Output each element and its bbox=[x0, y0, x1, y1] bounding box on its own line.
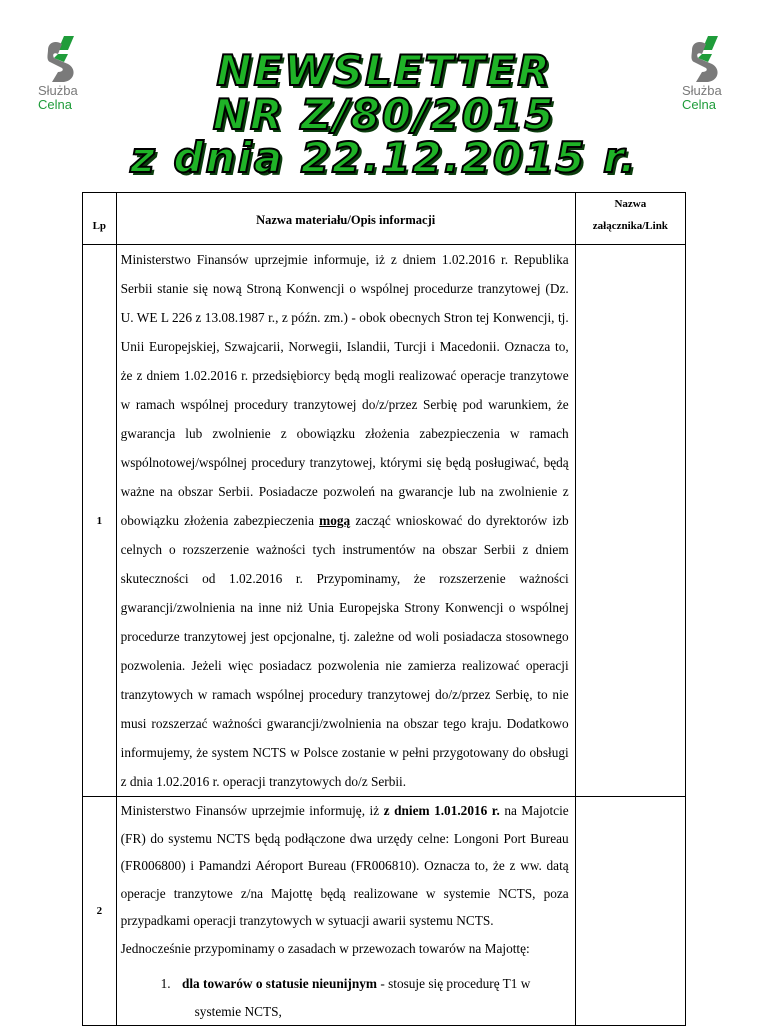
logo-text-line2: Celna bbox=[682, 97, 716, 112]
rules-list bbox=[161, 970, 569, 1025]
row-description bbox=[116, 245, 575, 797]
table-row bbox=[83, 797, 686, 1026]
list-item-bold: dla towarów o statusie nieunijnym bbox=[181, 976, 377, 991]
row-number: 1 bbox=[83, 245, 117, 797]
row-attachment-cell bbox=[575, 797, 685, 1026]
list-item-number: 1. bbox=[160, 976, 171, 991]
row-text: Ministerstwo Finansów uprzejmie informuje, iż z dniem 1.02.2016 r. Republika Serbii stanie się nową Stroną Konwencji o wspólnej procedurze tranzytowej (Dz. U. WE L 226 z 13.08.1987 r., z późn. zm.) - obok obecnych Stron tej Konwencji, tj. Unii Europejskiej, Szwajcarii, Norwegii, Islandii, Turcji i Macedonii. Oznacza to, że z dniem 1.02.2016 r. przedsiębiorcy będą mogli realizować operacje tranzytowe w ramach wspólnej procedury tranzytowej do/z/przez Serbię pod warunkiem, że gwarancja lub zwolnienie z obowiązku złożenia zabezpieczenia w ramach wspólnotowej/wspólnej procedury tranzytowej, którymi się będą posługiwać, będą ważne na obszar Serbii. Posiadacze pozwoleń na gwarancje lub na zwolnienie z obowiązku złożenia zabezpieczenia bbox=[120, 252, 569, 528]
header-title: Nazwa materiału/Opis informacji bbox=[116, 193, 575, 245]
row-text-bold: mogą bbox=[319, 513, 351, 528]
list-item bbox=[161, 970, 569, 998]
logo-text-line1: Służba bbox=[38, 83, 78, 98]
row-text: na Majotcie (FR) do systemu NCTS będą podłączone dwa urzędy celne: Longoni Port Bureau (FR006800) i Pamandzi Aéroport Bureau (FR006810). Oznacza to, że z ww. datą operacje tranzytowe z/na Majottę będą realizowane w systemie NCTS, poza przypadkami operacji tranzytowych w sytuacji awarii systemu NCTS. bbox=[120, 803, 569, 928]
logo-text-line2: Celna bbox=[38, 97, 72, 112]
banner-number: NR Z/80/2015 bbox=[212, 90, 556, 139]
row-text: Jednocześnie przypominamy o zasadach w przewozach towarów na Majottę: bbox=[120, 940, 530, 956]
row-text: Ministerstwo Finansów uprzejmie informuję, iż bbox=[120, 803, 380, 818]
newsletter-table bbox=[82, 192, 686, 1026]
list-item-text: systemie NCTS, bbox=[194, 1003, 282, 1019]
banner-date: z dnia 22.12.2015 r. bbox=[130, 133, 638, 182]
row-text: zacząć wnioskować do dyrektorów izb celnych o rozszerzenie ważności tych instrumentów na obszar Serbii z dniem skuteczności od 1.02.2016 r. Przypominamy, że rozszerzenie ważności gwarancji/zwolnienia na inne niż Unia Europejska Strony Konwencji o wspólnej procedurze tranzytowej jest opcjonalne, tj. zależne od woli posiadacza stosownego pozwolenia. Jeżeli więc posiadacz pozwolenia nie zamierza realizować operacji tranzytowych w ramach wspólnej procedury tranzytowej do/z/przez Serbię, to nie musi rozszerzać ważności gwarancji/zwolnienia na obszar tego kraju. Dodatkowo informujemy, że system NCTS w Polsce zostanie w pełni przygotowany do obsługi z dnia 1.02.2016 r. operacji tranzytowych do/z Serbii. bbox=[120, 513, 569, 789]
table-row bbox=[83, 245, 686, 797]
header-lp: Lp bbox=[83, 193, 117, 245]
banner-title: NEWSLETTER bbox=[216, 46, 552, 95]
row-description bbox=[116, 797, 575, 1026]
row-number: 2 bbox=[83, 797, 117, 1026]
list-item-text: - stosuje się procedurę T1 w bbox=[380, 976, 531, 991]
header-attachment bbox=[575, 193, 685, 245]
row-attachment-cell bbox=[575, 245, 685, 797]
header-attachment-line2: załącznika/Link bbox=[592, 220, 668, 232]
header-attachment-line1: Nazwa bbox=[614, 198, 647, 210]
logo-text-line1: Służba bbox=[682, 83, 722, 98]
table-header-row bbox=[83, 193, 686, 245]
row-text-bold: z dniem 1.01.2016 r. bbox=[383, 803, 500, 818]
